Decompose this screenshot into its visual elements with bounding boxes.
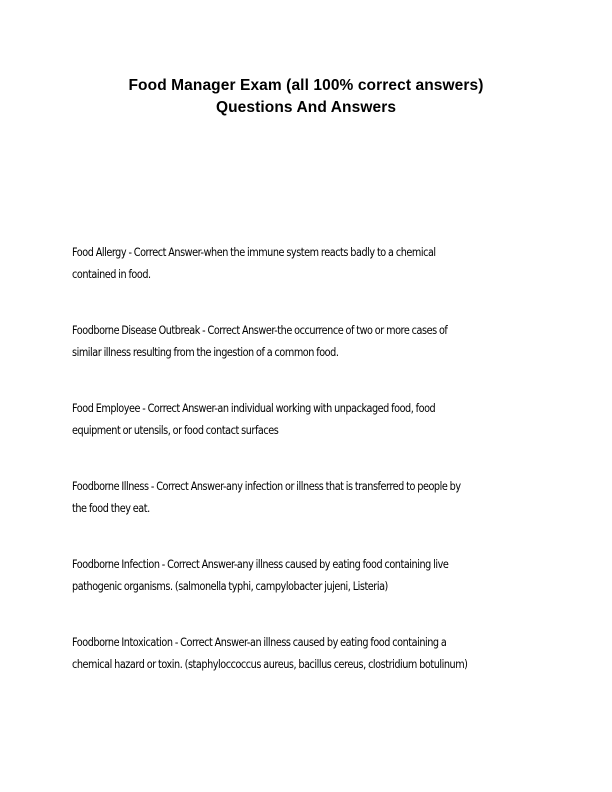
qa-item-food-employee (72, 397, 542, 441)
qa-item-line: Foodborne Disease Outbreak - Correct Answer-the occurrence of two or more cases of (72, 323, 448, 337)
qa-item-foodborne-infection (72, 553, 542, 597)
qa-item-line: the food they eat. (72, 501, 150, 515)
title-line-1: Food Manager Exam (all 100% correct answers) (128, 77, 484, 94)
qa-item-line: Food Allergy - Correct Answer-when the immune system reacts badly to a chemical (72, 245, 436, 259)
title-line-2: Questions And Answers (215, 99, 397, 116)
qa-list (72, 241, 542, 709)
qa-item-line: chemical hazard or toxin. (staphyloccoccus aureus, bacillus cereus, clostridium botulinum) (72, 657, 468, 671)
qa-item-line: contained in food. (72, 267, 151, 281)
qa-item-line: similar illness resulting from the ingestion of a common food. (72, 345, 339, 359)
qa-item-line: Foodborne Intoxication - Correct Answer-an illness caused by eating food containing a (72, 635, 447, 649)
qa-item-foodborne-illness (72, 475, 542, 519)
qa-item-foodborne-intoxication (72, 631, 542, 675)
document-title (0, 75, 612, 119)
qa-item-line: equipment or utensils, or food contact surfaces (72, 423, 279, 437)
qa-item-line: Foodborne Illness - Correct Answer-any infection or illness that is transferred to people by (72, 479, 461, 493)
qa-item-foodborne-disease-outbreak (72, 319, 542, 363)
qa-item-line: pathogenic organisms. (salmonella typhi, campylobacter jujeni, Listeria) (72, 579, 388, 593)
qa-item-food-allergy (72, 241, 542, 285)
qa-item-line: Food Employee - Correct Answer-an individual working with unpackaged food, food (72, 401, 436, 415)
qa-item-line: Foodborne Infection - Correct Answer-any illness caused by eating food containing live (72, 557, 449, 571)
